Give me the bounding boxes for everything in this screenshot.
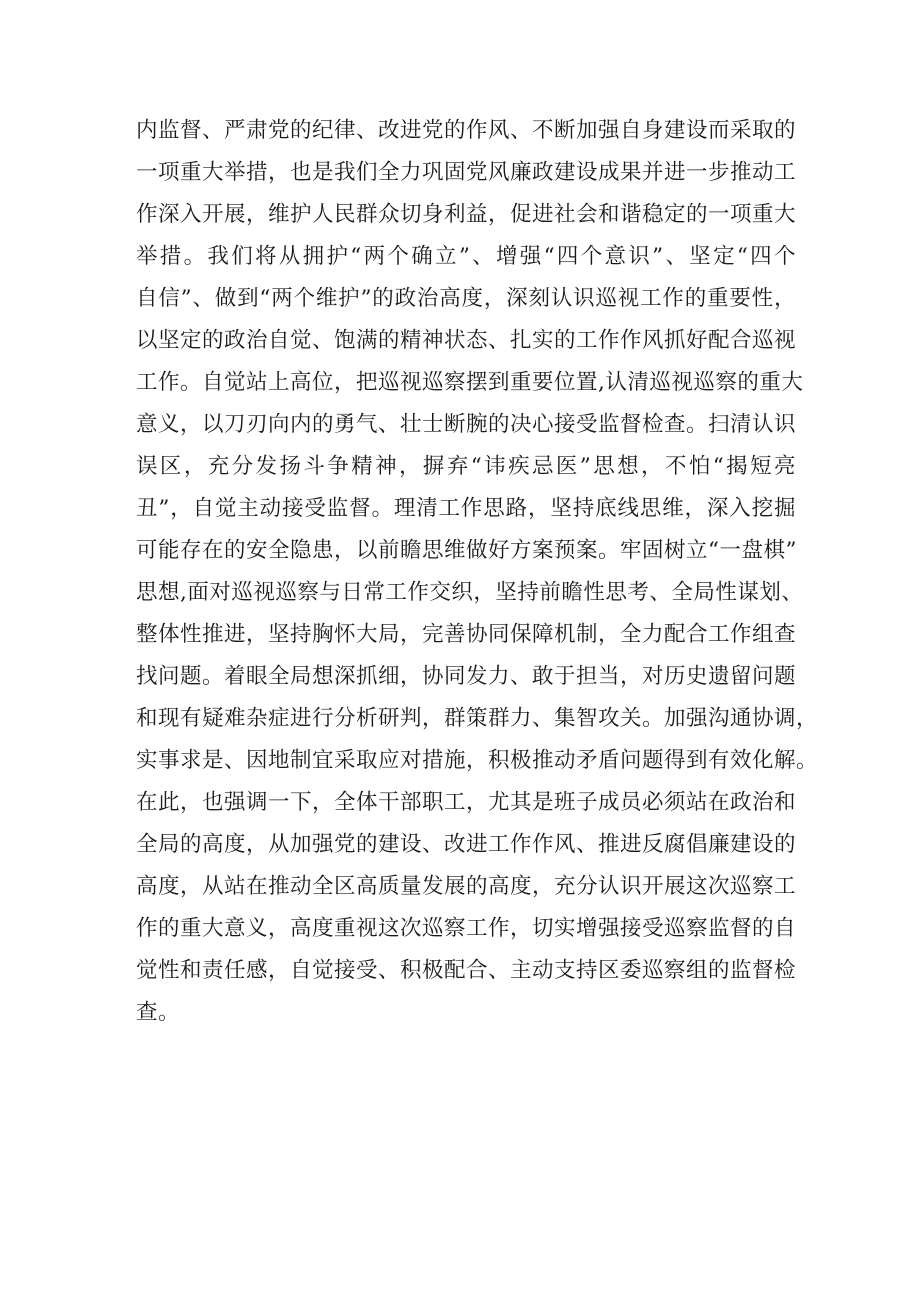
text-line: 高度，从站在推动全区高质量发展的高度，充分认识开展这次巡察工 — [136, 874, 797, 899]
text-line: 在此，也强调一下，全体干部职工，尤其是班子成员必须站在政治和 — [136, 790, 797, 815]
text-line: 可能存在的安全隐患，以前瞻思维做好方案预案。牢固树立“一盘棋” — [136, 538, 797, 563]
text-line: 和现有疑难杂症进行分析研判，群策群力、集智攻关。加强沟通协调， — [136, 706, 819, 731]
text-line: 觉性和责任感，自觉接受、积极配合、主动支持区委巡察组的监督检 — [136, 958, 797, 983]
text-line: 思想,面对巡视巡察与日常工作交织，坚持前瞻性思考、全局性谋划、 — [136, 580, 804, 605]
text-line: 全局的高度，从加强党的建设、改进工作作风、推进反腐倡廉建设的 — [136, 832, 797, 857]
text-line: 自信”、做到“两个维护”的政治高度，深刻认识巡视工作的重要性， — [136, 286, 796, 311]
text-line: 找问题。着眼全局想深抓细，协同发力、敢于担当，对历史遗留问题 — [136, 664, 797, 689]
text-line: 以坚定的政治自觉、饱满的精神状态、扎实的工作作风抓好配合巡视 — [136, 328, 797, 353]
text-line: 意义，以刀刃向内的勇气、壮士断腕的决心接受监督检查。扫清认识 — [136, 412, 797, 437]
text-line: 作的重大意义，高度重视这次巡察工作，切实增强接受巡察监督的自 — [136, 916, 797, 941]
text-line: 作深入开展，维护人民群众切身利益，促进社会和谐稳定的一项重大 — [136, 202, 797, 227]
text-line: 误区，充分发扬斗争精神，摒弃“讳疾忌医”思想，不怕“揭短亮 — [136, 454, 796, 479]
text-line: 工作。自觉站上高位，把巡视巡察摆到重要位置,认清巡视巡察的重大 — [136, 370, 804, 395]
text-line: 实事求是、因地制宜采取应对措施，积极推动矛盾问题得到有效化解。 — [136, 748, 819, 773]
text-line: 查。 — [136, 1000, 181, 1025]
text-line: 丑”，自觉主动接受监督。理清工作思路，坚持底线思维，深入挖掘 — [136, 496, 796, 521]
body-text — [136, 110, 819, 1034]
text-line: 举措。我们将从拥护“两个确立”、增强“四个意识”、坚定“四个 — [136, 244, 796, 269]
text-line: 内监督、严肃党的纪律、改进党的作风、不断加强自身建设而采取的 — [136, 118, 797, 143]
text-line: 整体性推进，坚持胸怀大局，完善协同保障机制，全力配合工作组查 — [136, 622, 797, 647]
text-line: 一项重大举措，也是我们全力巩固党风廉政建设成果并进一步推动工 — [136, 160, 797, 185]
